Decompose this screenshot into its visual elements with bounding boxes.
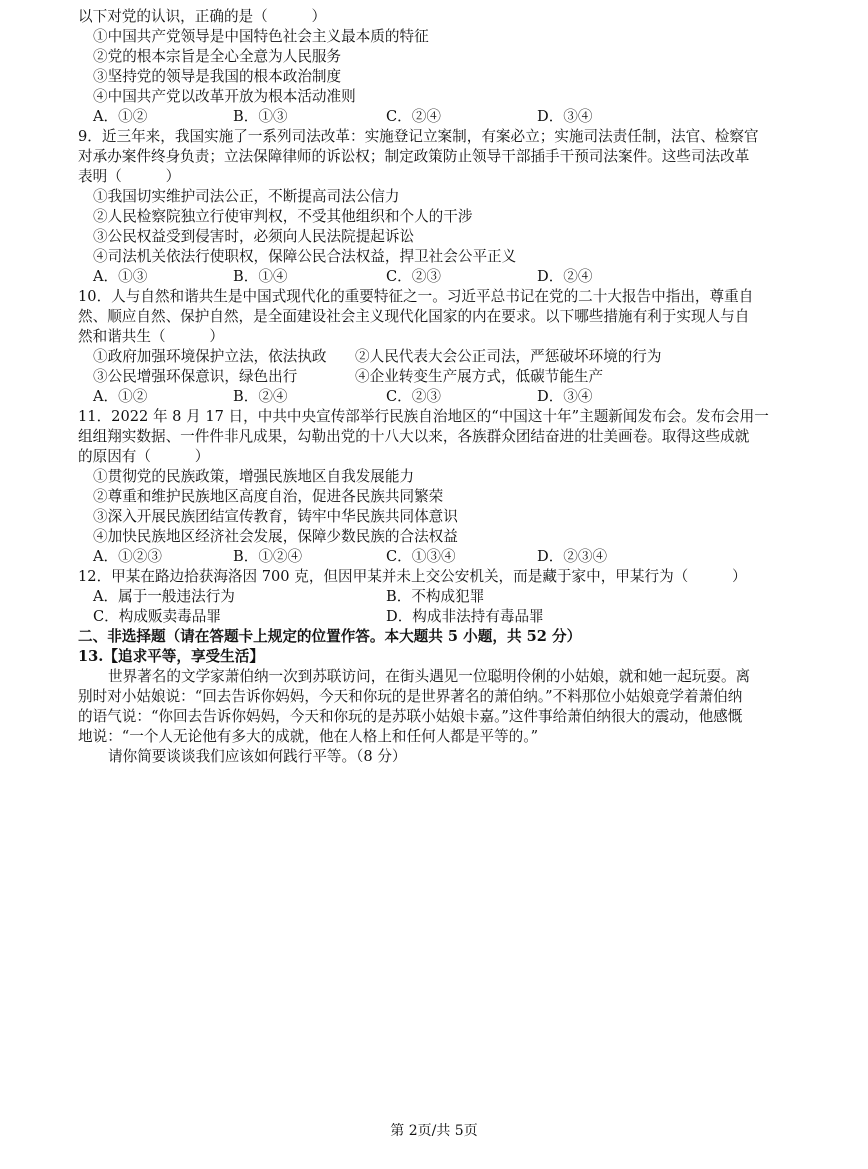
q11-option-b: B．①②④ [233, 548, 303, 565]
q13-question: 请你简要谈谈我们应该如何践行平等。（8 分） [108, 748, 407, 765]
q8-option-b: B．①③ [233, 108, 288, 125]
q9-item-3: ③公民权益受到侵害时，必须向人民法院提起诉讼 [93, 228, 415, 245]
q12-option-c: C．构成贩卖毒品罪 [93, 608, 221, 625]
q8-item-1: ①中国共产党领导是中国特色社会主义最本质的特征 [93, 28, 429, 45]
q13-para-line-3: 的语气说：“你回去告诉你妈妈，今天和你玩的是苏联小姑娘卡嘉。”这件事给萧伯纳很大的震动，他感慨 [78, 708, 743, 725]
q9-option-b: B．①④ [233, 268, 288, 285]
q11-item-4: ④加快民族地区经济社会发展，保障少数民族的合法权益 [93, 528, 458, 545]
q8-item-4: ④中国共产党以改革开放为根本活动准则 [93, 88, 356, 105]
q10-option-a: A．①② [93, 388, 148, 405]
q8-stem: 以下对党的认识，正确的是（ ） [78, 8, 327, 25]
q10-item-1: ①政府加强环境保护立法，依法执政 [93, 348, 327, 365]
q11-item-1: ①贯彻党的民族政策，增强民族地区自我发展能力 [93, 468, 415, 485]
q13-para-line-1: 世界著名的文学家萧伯纳一次到苏联访问，在街头遇见一位聪明伶俐的小姑娘，就和她一起玩耍。离 [108, 668, 751, 685]
q10-stem-line-2: 然、顺应自然、保护自然，是全面建设社会主义现代化国家的内在要求。以下哪些措施有利于实现人与自 [78, 308, 750, 325]
q11-item-3: ③深入开展民族团结宣传教育，铸牢中华民族共同体意识 [93, 508, 458, 525]
q8-item-3: ③坚持党的领导是我国的根本政治制度 [93, 68, 342, 85]
q11-option-c: C．①③④ [386, 548, 456, 565]
q10-item-3: ③公民增强环保意识，绿色出行 [93, 368, 298, 385]
q10-option-c: C．②③ [386, 388, 441, 405]
q13-para-line-4: 地说：“一个人无论他有多大的成就，他在人格上和任何人都是平等的。” [78, 728, 539, 745]
q11-option-a: A．①②③ [93, 548, 162, 565]
q11-stem-line-3: 的原因有（ ） [78, 448, 210, 465]
q12-stem: 12．甲某在路边拾获海洛因 700 克，但因甲某并未上交公安机关，而是藏于家中，甲某行为（ ） [78, 568, 747, 585]
q11-option-d: D．②③④ [537, 548, 608, 565]
q10-item-2: ②人民代表大会公正司法，严惩破坏环境的行为 [355, 348, 662, 365]
q10-option-d: D．③④ [537, 388, 593, 405]
q8-item-2: ②党的根本宗旨是全心全意为人民服务 [93, 48, 342, 65]
q9-stem-line-1: 9．近三年来，我国实施了一系列司法改革：实施登记立案制，有案必立；实施司法责任制，法官、检察官 [78, 128, 759, 145]
q10-stem-line-1: 10．人与自然和谐共生是中国式现代化的重要特征之一。习近平总书记在党的二十大报告中指出，尊重自 [78, 288, 754, 305]
q11-item-2: ②尊重和维护民族地区高度自治，促进各民族共同繁荣 [93, 488, 444, 505]
q8-option-c: C．②④ [386, 108, 441, 125]
q9-item-1: ①我国切实维护司法公正，不断提高司法公信力 [93, 188, 400, 205]
section-2-heading: 二、非选择题（请在答题卡上规定的位置作答。本大题共 5 小题，共 52 分） [78, 628, 582, 645]
q9-stem-line-2: 对承办案件终身负责；立法保障律师的诉讼权；制定政策防止领导干部插手干预司法案件。这些司法改革 [78, 148, 750, 165]
q12-option-a: A．属于一般违法行为 [93, 588, 235, 605]
page-number: 第 2页/共 5页 [390, 1123, 478, 1139]
q12-option-d: D．构成非法持有毒品罪 [386, 608, 544, 625]
q9-option-c: C．②③ [386, 268, 441, 285]
q13-title: 13.【追求平等，享受生活】 [78, 648, 264, 665]
q11-stem-line-2: 组组翔实数据、一件件非凡成果，勾勒出党的十八大以来，各族群众团结奋进的壮美画卷。取得这些成就 [78, 428, 750, 445]
q9-item-2: ②人民检察院独立行使审判权，不受其他组织和个人的干涉 [93, 208, 473, 225]
q12-option-b: B．不构成犯罪 [386, 588, 485, 605]
q8-option-a: A．①② [93, 108, 148, 125]
q11-stem-line-1: 11．2022 年 8 月 17 日，中共中央宣传部举行民族自治地区的“中国这十年”主题新闻发布会。发布会用一 [78, 408, 769, 425]
q9-stem-line-3: 表明（ ） [78, 168, 181, 185]
q10-stem-line-3: 然和谐共生（ ） [78, 328, 224, 345]
q10-option-b: B．②④ [233, 388, 288, 405]
q9-item-4: ④司法机关依法行使职权，保障公民合法权益，捍卫社会公平正义 [93, 248, 517, 265]
q9-option-a: A．①③ [93, 268, 148, 285]
q13-para-line-2: 别时对小姑娘说：“回去告诉你妈妈，今天和你玩的是世界著名的萧伯纳。”不料那位小姑娘竟学着萧伯纳 [78, 688, 743, 705]
q10-item-4: ④企业转变生产展方式，低碳节能生产 [355, 368, 604, 385]
q9-option-d: D．②④ [537, 268, 593, 285]
q8-option-d: D．③④ [537, 108, 593, 125]
